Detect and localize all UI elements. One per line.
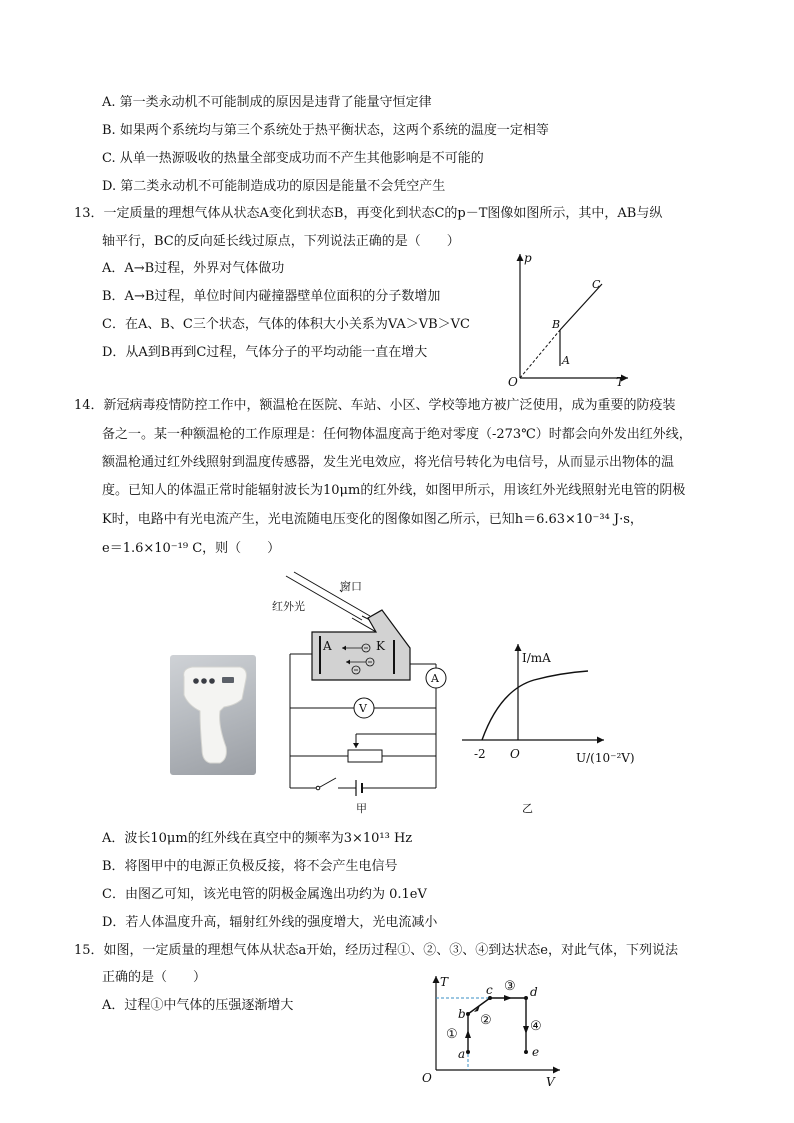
q12-option-d: D. 第二类永动机不可能制造成功的原因是能量不会凭空产生: [102, 179, 446, 194]
infrared-label: 红外光: [272, 600, 305, 613]
q13-origin: O: [508, 375, 518, 389]
q15-state-c: c: [486, 983, 493, 997]
q15-process-1: ①: [446, 1027, 458, 1042]
q13-option-b: B．A→B过程，单位时间内碰撞器壁单位面积的分子数增加: [102, 289, 441, 304]
fig-yi-origin: O: [510, 747, 520, 761]
q14-option-c: C．由图乙可知，该光电管的阴极金属逸出功约为 0.1eV: [102, 887, 427, 902]
q13-point-b: B: [552, 318, 561, 331]
fig-yi-x-label: U/(10⁻²V): [576, 751, 635, 765]
q13-pt-graph: [500, 248, 640, 388]
q14-stem-line4: 度。已知人的体温正常时能辐射波长为10μm的红外线，如图甲所示，用该红外光线照射光电管的阴极: [102, 483, 686, 498]
cathode-label: K: [376, 639, 385, 653]
q15-tv-graph: [420, 972, 570, 1092]
q15-state-b: b: [458, 1007, 466, 1021]
window-label: 窗口: [340, 580, 362, 593]
fig-jia-caption: 甲: [356, 802, 367, 815]
q15-state-d: d: [530, 985, 538, 999]
fig-yi-iu-graph: [456, 640, 646, 820]
switch: [320, 778, 336, 787]
q14-stem-line3: 额温枪通过红外线照射到温度传感器，发生光电效应，将光信号转化为电信号，从而显示出物体的温: [102, 455, 675, 470]
q13-stem-line1: 13．一定质量的理想气体从状态A变化到状态B，再变化到状态C的p－T图像如图所示，其中，AB与纵: [74, 206, 663, 221]
q14-option-b: B．将图甲中的电源正负极反接，将不会产生电信号: [102, 859, 398, 874]
q15-state-e: e: [532, 1045, 540, 1059]
q12-option-b: B. 如果两个系统均与第三个系统处于热平衡状态，这两个系统的温度一定相等: [102, 123, 549, 138]
q13-option-a: A．A→B过程，外界对气体做功: [102, 261, 285, 276]
q15-stem-line2: 正确的是（ ）: [102, 970, 207, 985]
q15-process-3: ③: [504, 979, 516, 994]
fig-jia-circuit: [270, 570, 450, 820]
q15-state-a: a: [458, 1047, 466, 1061]
q15-option-a: A．过程①中气体的压强逐渐增大: [102, 998, 294, 1013]
q14-stem-line1: 14．新冠病毒疫情防控工作中，额温枪在医院、车站、小区、学校等地方被广泛使用，成为重要的防疫装: [74, 398, 676, 413]
fig-yi-curve: [482, 671, 588, 740]
fig-yi-tick: -2: [474, 747, 486, 761]
q13-stem-line2: 轴平行，BC的反向延长线过原点，下列说法正确的是（ ）: [102, 234, 460, 249]
q14-option-d: D．若人体温度升高，辐射红外线的强度增大，光电流减小: [102, 915, 438, 930]
q13-x-label: T: [616, 375, 625, 389]
q13-dashed-extension: [520, 330, 560, 378]
process-2-line: [468, 998, 490, 1014]
fig-yi-caption: 乙: [522, 802, 533, 815]
q15-y-label: T: [440, 975, 449, 989]
q12-option-c: C. 从单一热源吸收的热量全部变成功而不产生其他影响是不可能的: [102, 151, 484, 166]
rheostat: [348, 750, 382, 762]
q15-process-2: ②: [480, 1013, 492, 1028]
q13-option-d: D．从A到B再到C过程，气体分子的平均动能一直在增大: [102, 345, 428, 360]
voltmeter-label: V: [359, 702, 367, 715]
q13-y-label: p: [524, 251, 532, 265]
q15-origin: O: [422, 1071, 432, 1085]
ammeter-label: A: [431, 672, 439, 685]
thermometer-gun-photo: [170, 655, 256, 775]
q14-stem-line2: 备之一。某一种额温枪的工作原理是：任何物体温度高于绝对零度（-273℃）时都会向外发出红外线，: [102, 427, 692, 442]
q13-option-c: C．在A、B、C三个状态，气体的体积大小关系为VA＞VB＞VC: [102, 317, 471, 332]
q14-stem-line6: e＝1.6×10⁻¹⁹ C，则（ ）: [102, 541, 281, 556]
q12-option-a: A. 第一类永动机不可能制成的原因是违背了能量守恒定律: [102, 95, 432, 110]
q15-x-label: V: [546, 1075, 555, 1089]
q15-process-4: ④: [530, 1019, 542, 1034]
fig-yi-y-label: I/mA: [522, 651, 551, 665]
anode-label: A: [323, 639, 332, 653]
q14-stem-line5: K时，电路中有光电流产生，光电流随电压变化的图像如图乙所示，已知h＝6.63×10⁻³⁴ J·s，: [102, 512, 643, 527]
q13-point-c: C: [592, 278, 601, 291]
q15-stem-line1: 15．如图，一定质量的理想气体从状态a开始，经历过程①、②、③、④到达状态e，对此气体，下列说法: [74, 943, 678, 958]
q14-option-a: A．波长10μm的红外线在真空中的频率为3×10¹³ Hz: [102, 831, 413, 846]
q13-point-a: A: [562, 354, 570, 367]
